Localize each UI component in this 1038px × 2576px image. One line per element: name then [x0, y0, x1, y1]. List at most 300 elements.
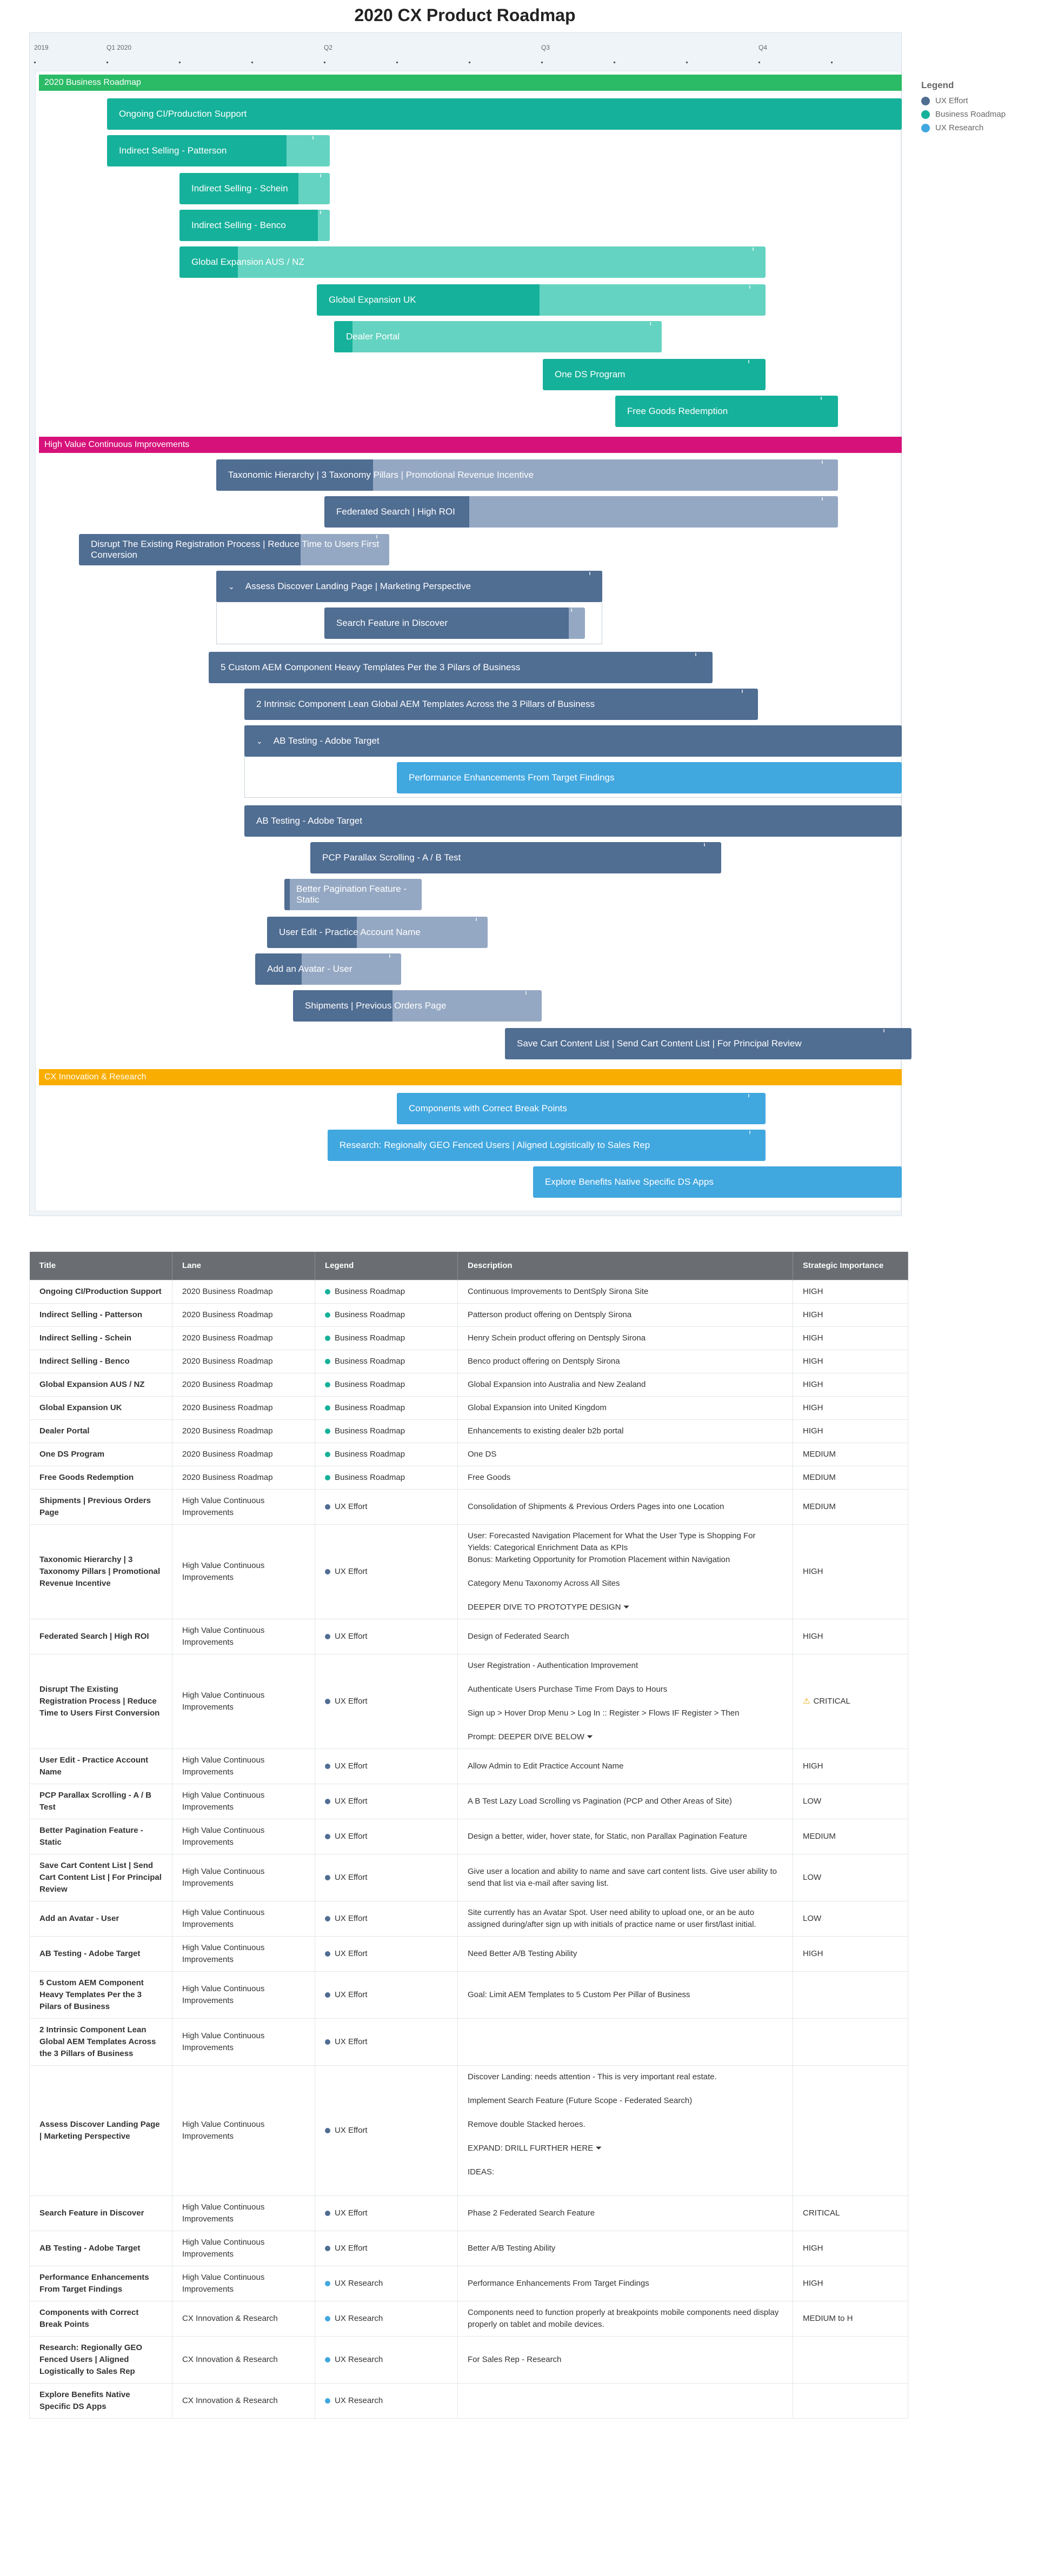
cell-legend — [315, 1819, 458, 1854]
cell-title: Indirect Selling - Benco — [30, 1350, 172, 1373]
importance-label: MEDIUM — [803, 1449, 836, 1459]
description-line: Bonus: Marketing Opportunity for Promotion Placement within Navigation — [468, 1554, 730, 1564]
bar-federated[interactable] — [324, 496, 838, 528]
legend-dot — [325, 1951, 330, 1957]
bar-components[interactable] — [397, 1093, 766, 1124]
legend-item-ux-research[interactable] — [921, 123, 1029, 132]
cell-legend-label: Business Roadmap — [335, 1472, 405, 1482]
axis-tick — [324, 62, 325, 63]
cell-legend — [315, 2231, 458, 2266]
description-line: Components need to function properly at breakpoints mobile components need display properly on tablet and mobile devices. — [468, 2307, 779, 2329]
cell-legend — [315, 2195, 458, 2231]
importance-label: HIGH — [803, 1566, 823, 1576]
cell-description — [458, 1280, 793, 1303]
cell-title: Performance Enhancements From Target Findings — [30, 2266, 172, 2301]
cell-importance — [793, 1524, 908, 1619]
cell-importance — [793, 1419, 908, 1443]
timeline-axis — [30, 33, 901, 71]
cell-legend-label: UX Effort — [335, 1796, 368, 1806]
bar-user-edit[interactable] — [267, 917, 488, 948]
bar-label: AB Testing - Adobe Target — [256, 816, 362, 826]
cell-legend — [315, 1489, 458, 1524]
legend-dot — [325, 2246, 330, 2251]
cell-legend-label: UX Effort — [335, 1990, 368, 1999]
table-header-row — [30, 1252, 908, 1280]
importance-label: HIGH — [803, 1286, 823, 1296]
axis-tick — [34, 62, 36, 63]
description-line: Yields: Categorical Enrichment Data as KPIs — [468, 1543, 628, 1552]
bar-explore[interactable] — [533, 1166, 902, 1198]
table-row[interactable] — [30, 1971, 908, 2018]
bar-label: Indirect Selling - Benco — [191, 220, 286, 230]
importance-label: LOW — [803, 1913, 822, 1923]
description-line: DEEPER DIVE TO PROTOTYPE DESIGN ⏷ — [468, 1602, 630, 1612]
column-header-importance[interactable]: Strategic Importance — [793, 1252, 908, 1280]
cell-legend-label: Business Roadmap — [335, 1333, 405, 1343]
bar-taxonomic[interactable] — [216, 459, 838, 491]
cell-legend — [315, 1419, 458, 1443]
bar-label: Explore Benefits Native Specific DS Apps — [545, 1177, 714, 1187]
description-line — [468, 1590, 783, 1601]
cell-lane: 2020 Business Roadmap — [172, 1303, 315, 1326]
legend-title: Legend — [921, 80, 954, 90]
table-row[interactable] — [30, 1749, 908, 1784]
axis-tick — [396, 62, 398, 63]
cell-lane: High Value Continuous Improvements — [172, 2266, 315, 2301]
bar-label: Free Goods Redemption — [627, 406, 728, 416]
cell-description — [458, 2266, 793, 2301]
legend-item-business-roadmap[interactable] — [921, 110, 1029, 119]
axis-label-q4: Q4 — [758, 44, 768, 51]
description-line: Implement Search Feature (Future Scope - Federated Search) — [468, 2095, 693, 2105]
cell-legend-label: UX Effort — [335, 2125, 368, 2135]
description-line: Design a better, wider, hover state, for Static, non Parallax Pagination Feature — [468, 1831, 747, 1841]
axis-tick — [251, 62, 253, 63]
bar-label: ⌄ Assess Discover Landing Page | Marketing Perspective — [228, 581, 471, 591]
cell-title: Taxonomic Hierarchy | 3 Taxonomy Pillars | Promotional Revenue Incentive — [30, 1524, 172, 1619]
cell-legend — [315, 1326, 458, 1350]
bar-label: ⌄ AB Testing - Adobe Target — [256, 736, 380, 746]
cell-legend-label: UX Effort — [335, 1948, 368, 1958]
cell-importance — [793, 2018, 908, 2065]
page-title: 2020 CX Product Roadmap — [354, 5, 576, 25]
description-line: Allow Admin to Edit Practice Account Name — [468, 1761, 624, 1771]
cell-description — [458, 1936, 793, 1971]
cell-lane: High Value Continuous Improvements — [172, 1854, 315, 1901]
description-line: Global Expansion into United Kingdom — [468, 1403, 607, 1412]
bar-label: Indirect Selling - Patterson — [119, 145, 227, 156]
roadmap-table — [29, 1252, 908, 2419]
importance-label: MEDIUM — [803, 1501, 836, 1511]
cell-legend-label: UX Research — [335, 2278, 383, 2288]
legend-dot — [325, 2039, 330, 2045]
bar-disrupt[interactable] — [79, 534, 389, 565]
bar-label: Ongoing CI/Production Support — [119, 109, 247, 119]
roadmap-canvas — [35, 71, 901, 1211]
bar-label: Save Cart Content List | Send Cart Content List | For Principal Review — [517, 1038, 802, 1049]
cell-lane: 2020 Business Roadmap — [172, 1419, 315, 1443]
bar-avatar[interactable] — [255, 953, 401, 985]
cell-description — [458, 1749, 793, 1784]
cell-description — [458, 1326, 793, 1350]
importance-label: HIGH — [803, 1761, 823, 1771]
axis-tick — [831, 62, 833, 63]
cell-description — [458, 2231, 793, 2266]
cell-description — [458, 1419, 793, 1443]
bar-geo[interactable] — [328, 1130, 766, 1161]
cell-importance — [793, 1350, 908, 1373]
cell-legend — [315, 1443, 458, 1466]
bar-uk[interactable] — [317, 284, 766, 316]
description-line — [468, 2131, 783, 2143]
cell-legend — [315, 1901, 458, 1936]
cell-legend-label: UX Research — [335, 2313, 383, 2323]
cell-legend-label: Business Roadmap — [335, 1379, 405, 1389]
cell-importance — [793, 1619, 908, 1654]
bar-pagination[interactable] — [284, 879, 422, 910]
bar-benco[interactable] — [179, 210, 330, 241]
importance-label: HIGH — [803, 1333, 823, 1343]
cell-lane: 2020 Business Roadmap — [172, 1443, 315, 1466]
cell-importance — [793, 1784, 908, 1819]
bar-label: Dealer Portal — [346, 331, 400, 342]
legend-dot — [325, 1289, 330, 1294]
warning-icon: ⚠ — [803, 1696, 810, 1706]
cell-importance — [793, 1901, 908, 1936]
cell-importance — [793, 1396, 908, 1419]
cell-importance — [793, 1749, 908, 1784]
bar-ab[interactable] — [244, 805, 902, 837]
description-line — [468, 2107, 783, 2119]
legend-dot — [325, 1834, 330, 1839]
cell-title: Free Goods Redemption — [30, 1466, 172, 1489]
legend-item-ux-effort[interactable] — [921, 96, 1029, 105]
cell-lane: CX Innovation & Research — [172, 2336, 315, 2383]
description-line: Enhancements to existing dealer b2b portal — [468, 1426, 624, 1436]
bar-schein[interactable] — [179, 173, 330, 204]
bar-shipments[interactable] — [293, 990, 542, 1022]
table-row[interactable] — [30, 1326, 908, 1350]
axis-tick — [614, 62, 615, 63]
description-line: Patterson product offering on Dentsply Sirona — [468, 1310, 632, 1319]
bar-aem2[interactable] — [244, 689, 758, 720]
legend-dot — [325, 2398, 330, 2404]
table-row[interactable] — [30, 2336, 908, 2383]
table-row[interactable] — [30, 2018, 908, 2065]
table-row[interactable] — [30, 1784, 908, 1819]
cell-lane: High Value Continuous Improvements — [172, 1524, 315, 1619]
axis-tick — [179, 62, 181, 63]
legend-dot — [325, 1336, 330, 1341]
cell-description — [458, 1524, 793, 1619]
cell-legend — [315, 2336, 458, 2383]
table-row[interactable] — [30, 1280, 908, 1303]
description-line: Discover Landing: needs attention - This is very important real estate. — [468, 2072, 717, 2081]
legend-dot — [325, 1699, 330, 1704]
description-line: One DS — [468, 1449, 497, 1459]
cell-description — [458, 2065, 793, 2195]
importance-label: HIGH — [803, 1426, 823, 1436]
cell-title: Dealer Portal — [30, 1419, 172, 1443]
legend-dot — [325, 1569, 330, 1574]
description-line: Phase 2 Federated Search Feature — [468, 2208, 595, 2218]
cell-legend — [315, 1524, 458, 1619]
cell-title: Indirect Selling - Patterson — [30, 1303, 172, 1326]
cell-legend-label: UX Effort — [335, 1631, 368, 1641]
bar-label: One DS Program — [555, 369, 626, 379]
bar-label: User Edit - Practice Account Name — [279, 927, 421, 937]
cell-title: Components with Correct Break Points — [30, 2301, 172, 2336]
cell-legend — [315, 1784, 458, 1819]
cell-lane: High Value Continuous Improvements — [172, 2231, 315, 2266]
cell-legend — [315, 1280, 458, 1303]
cell-legend-label: Business Roadmap — [335, 1356, 405, 1366]
table-row[interactable] — [30, 2301, 908, 2336]
cell-importance — [793, 2301, 908, 2336]
cell-description — [458, 1350, 793, 1373]
lane-header-innovation[interactable]: CX Innovation & Research — [39, 1069, 902, 1085]
bar-aem5[interactable] — [209, 652, 713, 683]
table-row[interactable] — [30, 1466, 908, 1489]
description-line: Design of Federated Search — [468, 1631, 569, 1641]
description-line: Remove double Stacked heroes. — [468, 2119, 585, 2129]
cell-importance — [793, 1443, 908, 1466]
cell-lane: High Value Continuous Improvements — [172, 1619, 315, 1654]
table-row[interactable] — [30, 2231, 908, 2266]
axis-label-q1: Q1 2020 — [107, 44, 132, 51]
cell-description — [458, 1619, 793, 1654]
bar-label: Add an Avatar - User — [267, 964, 352, 974]
column-header-lane[interactable]: Lane — [172, 1252, 315, 1280]
bar-aus-nz[interactable] — [179, 246, 766, 278]
cell-legend — [315, 1854, 458, 1901]
table-row[interactable] — [30, 1373, 908, 1396]
cell-legend-label: UX Research — [335, 2395, 383, 2405]
bar-label: Search Feature in Discover — [336, 618, 448, 628]
importance-label: LOW — [803, 1872, 822, 1882]
description-line — [468, 1566, 783, 1578]
legend-dot — [325, 2128, 330, 2133]
description-line: Continuous Improvements to DentSply Sirona Site — [468, 1286, 649, 1296]
importance-label: LOW — [803, 1796, 822, 1806]
cell-importance — [793, 2231, 908, 2266]
bar-label: Taxonomic Hierarchy | 3 Taxonomy Pillars | Promotional Revenue Incentive — [228, 470, 534, 480]
description-line: User: Forecasted Navigation Placement for What the User Type is Shopping For — [468, 1531, 756, 1540]
legend-dot — [325, 1429, 330, 1434]
table-row[interactable] — [30, 1489, 908, 1524]
description-line: Global Expansion into Australia and New Zealand — [468, 1379, 646, 1389]
cell-description — [458, 1489, 793, 1524]
bar-assess[interactable] — [216, 571, 602, 602]
cell-legend — [315, 2065, 458, 2195]
legend-dot — [325, 2281, 330, 2286]
cell-legend-label: UX Effort — [335, 1913, 368, 1923]
cell-lane: CX Innovation & Research — [172, 2383, 315, 2418]
cell-lane: 2020 Business Roadmap — [172, 1280, 315, 1303]
importance-label: HIGH — [803, 1356, 823, 1366]
cell-legend — [315, 1350, 458, 1373]
legend-dot — [325, 1992, 330, 1998]
bar-ab-group[interactable] — [244, 725, 902, 757]
bar-perf[interactable] — [397, 762, 902, 793]
cell-description — [458, 1396, 793, 1419]
bar-label: Disrupt The Existing Registration Process | Reduce Time to Users First Conversion — [91, 539, 380, 560]
cell-importance — [793, 2383, 908, 2418]
cell-description — [458, 2018, 793, 2065]
cell-importance — [793, 1654, 908, 1749]
cell-title: Ongoing CI/Production Support — [30, 1280, 172, 1303]
bar-dealer[interactable] — [334, 321, 662, 352]
legend-dot — [325, 1916, 330, 1921]
cell-title: 5 Custom AEM Component Heavy Templates Per the 3 Pilars of Business — [30, 1971, 172, 2018]
cell-lane: High Value Continuous Improvements — [172, 2195, 315, 2231]
cell-legend-label: Business Roadmap — [335, 1449, 405, 1459]
description-line: Goal: Limit AEM Templates to 5 Custom Per Pillar of Business — [468, 1990, 690, 1999]
cell-lane: CX Innovation & Research — [172, 2301, 315, 2336]
importance-label: CRITICAL — [813, 1696, 850, 1706]
table-row[interactable] — [30, 1901, 908, 1936]
cell-description — [458, 1466, 793, 1489]
cell-legend-label: UX Effort — [335, 1761, 368, 1771]
cell-legend-label: UX Effort — [335, 2208, 368, 2218]
bar-save-cart[interactable] — [505, 1028, 911, 1059]
column-header-description[interactable]: Description — [458, 1252, 793, 1280]
bar-one-ds[interactable] — [543, 359, 766, 390]
column-header-legend[interactable]: Legend — [315, 1252, 458, 1280]
bar-label: Global Expansion UK — [329, 295, 416, 305]
cell-title: Shipments | Previous Orders Page — [30, 1489, 172, 1524]
importance-label: HIGH — [803, 1631, 823, 1641]
description-line — [468, 2154, 783, 2166]
table-row[interactable] — [30, 2065, 908, 2195]
description-line: IDEAS: — [468, 2167, 495, 2177]
cell-title: PCP Parallax Scrolling - A / B Test — [30, 1784, 172, 1819]
cell-importance — [793, 1280, 908, 1303]
table-row[interactable] — [30, 1350, 908, 1373]
table-row[interactable] — [30, 1936, 908, 1971]
bar-label: Indirect Selling - Schein — [191, 183, 288, 193]
lane-header-business[interactable]: 2020 Business Roadmap — [39, 75, 902, 91]
cell-lane: High Value Continuous Improvements — [172, 1749, 315, 1784]
table-row[interactable] — [30, 2266, 908, 2301]
description-line: Authenticate Users Purchase Time From Days to Hours — [468, 1684, 668, 1694]
table-row[interactable] — [30, 1396, 908, 1419]
cell-legend-label: UX Effort — [335, 1831, 368, 1841]
axis-tick — [469, 62, 470, 63]
description-line: Free Goods — [468, 1472, 511, 1482]
table-row[interactable] — [30, 1303, 908, 1326]
axis-tick — [686, 62, 688, 63]
cell-description — [458, 1654, 793, 1749]
cell-title: AB Testing - Adobe Target — [30, 1936, 172, 1971]
cell-legend-label: Business Roadmap — [335, 1403, 405, 1412]
cell-legend-label: UX Effort — [335, 1872, 368, 1882]
cell-legend — [315, 1466, 458, 1489]
cell-description — [458, 1854, 793, 1901]
cell-description — [458, 2195, 793, 2231]
description-line — [468, 1696, 783, 1707]
cell-importance — [793, 1936, 908, 1971]
bar-label: 5 Custom AEM Component Heavy Templates Per the 3 Pilars of Business — [221, 662, 521, 672]
description-line: A B Test Lazy Load Scrolling vs Pagination (PCP and Other Areas of Site) — [468, 1796, 732, 1806]
bar-patterson[interactable] — [107, 135, 330, 166]
importance-label: HIGH — [803, 1310, 823, 1319]
cell-description — [458, 2383, 793, 2418]
table-row[interactable] — [30, 1819, 908, 1854]
table-row[interactable] — [30, 1854, 908, 1901]
bar-label: 2 Intrinsic Component Lean Global AEM Templates Across the 3 Pillars of Business — [256, 699, 595, 709]
table-row[interactable] — [30, 1619, 908, 1654]
cell-lane: High Value Continuous Improvements — [172, 2018, 315, 2065]
cell-description — [458, 1819, 793, 1854]
description-line — [468, 2083, 783, 2095]
bar-pcp[interactable] — [310, 842, 721, 873]
cell-importance — [793, 1303, 908, 1326]
cell-title: Search Feature in Discover — [30, 2195, 172, 2231]
cell-description — [458, 1303, 793, 1326]
description-line: Benco product offering on Dentsply Sirona — [468, 1356, 620, 1366]
cell-description — [458, 1784, 793, 1819]
description-line — [468, 2036, 783, 2048]
cell-title: Indirect Selling - Schein — [30, 1326, 172, 1350]
cell-lane: High Value Continuous Improvements — [172, 1971, 315, 2018]
cell-title: Research: Regionally GEO Fenced Users | Aligned Logistically to Sales Rep — [30, 2336, 172, 2383]
cell-importance — [793, 2266, 908, 2301]
table-row[interactable] — [30, 1443, 908, 1466]
lane-header-hvci[interactable]: High Value Continuous Improvements — [39, 437, 902, 453]
table-row[interactable] — [30, 1419, 908, 1443]
cell-title: AB Testing - Adobe Target — [30, 2231, 172, 2266]
description-line — [468, 1719, 783, 1731]
cell-title: Save Cart Content List | Send Cart Content List | For Principal Review — [30, 1854, 172, 1901]
cell-importance — [793, 1854, 908, 1901]
legend-dot — [325, 2316, 330, 2321]
importance-label: HIGH — [803, 2243, 823, 2253]
table-row[interactable] — [30, 2383, 908, 2418]
bar-free-goods[interactable] — [615, 396, 838, 427]
description-line: Performance Enhancements From Target Findings — [468, 2278, 649, 2288]
bar-search-feature[interactable] — [324, 608, 585, 639]
cell-title: Global Expansion AUS / NZ — [30, 1373, 172, 1396]
cell-description — [458, 2336, 793, 2383]
description-line: Consolidation of Shipments & Previous Orders Pages into one Location — [468, 1501, 724, 1511]
cell-title: Explore Benefits Native Specific DS Apps — [30, 2383, 172, 2418]
table-row[interactable] — [30, 1654, 908, 1749]
bar-label: Research: Regionally GEO Fenced Users | Aligned Logistically to Sales Rep — [340, 1140, 650, 1150]
chevron-down-icon[interactable]: ⌄ — [256, 737, 263, 745]
legend-dot — [325, 1452, 330, 1457]
cell-importance — [793, 1819, 908, 1854]
axis-label-2019: 2019 — [34, 44, 49, 51]
cell-lane: High Value Continuous Improvements — [172, 1936, 315, 1971]
legend-dot — [325, 1875, 330, 1880]
table-row[interactable] — [30, 1524, 908, 1619]
legend-label: UX Effort — [935, 96, 968, 105]
legend-dot — [325, 1475, 330, 1480]
cell-legend-label: UX Effort — [335, 2243, 368, 2253]
chevron-down-icon[interactable]: ⌄ — [228, 582, 235, 591]
cell-legend — [315, 1936, 458, 1971]
cell-description — [458, 1373, 793, 1396]
bar-label: Performance Enhancements From Target Findings — [409, 772, 615, 783]
cell-legend-label: UX Effort — [335, 1696, 368, 1706]
description-line: For Sales Rep - Research — [468, 2354, 562, 2364]
bar-ongoing[interactable] — [107, 98, 902, 130]
table-row[interactable] — [30, 2195, 908, 2231]
cell-title: One DS Program — [30, 1443, 172, 1466]
cell-legend — [315, 1373, 458, 1396]
column-header-title[interactable]: Title — [30, 1252, 172, 1280]
